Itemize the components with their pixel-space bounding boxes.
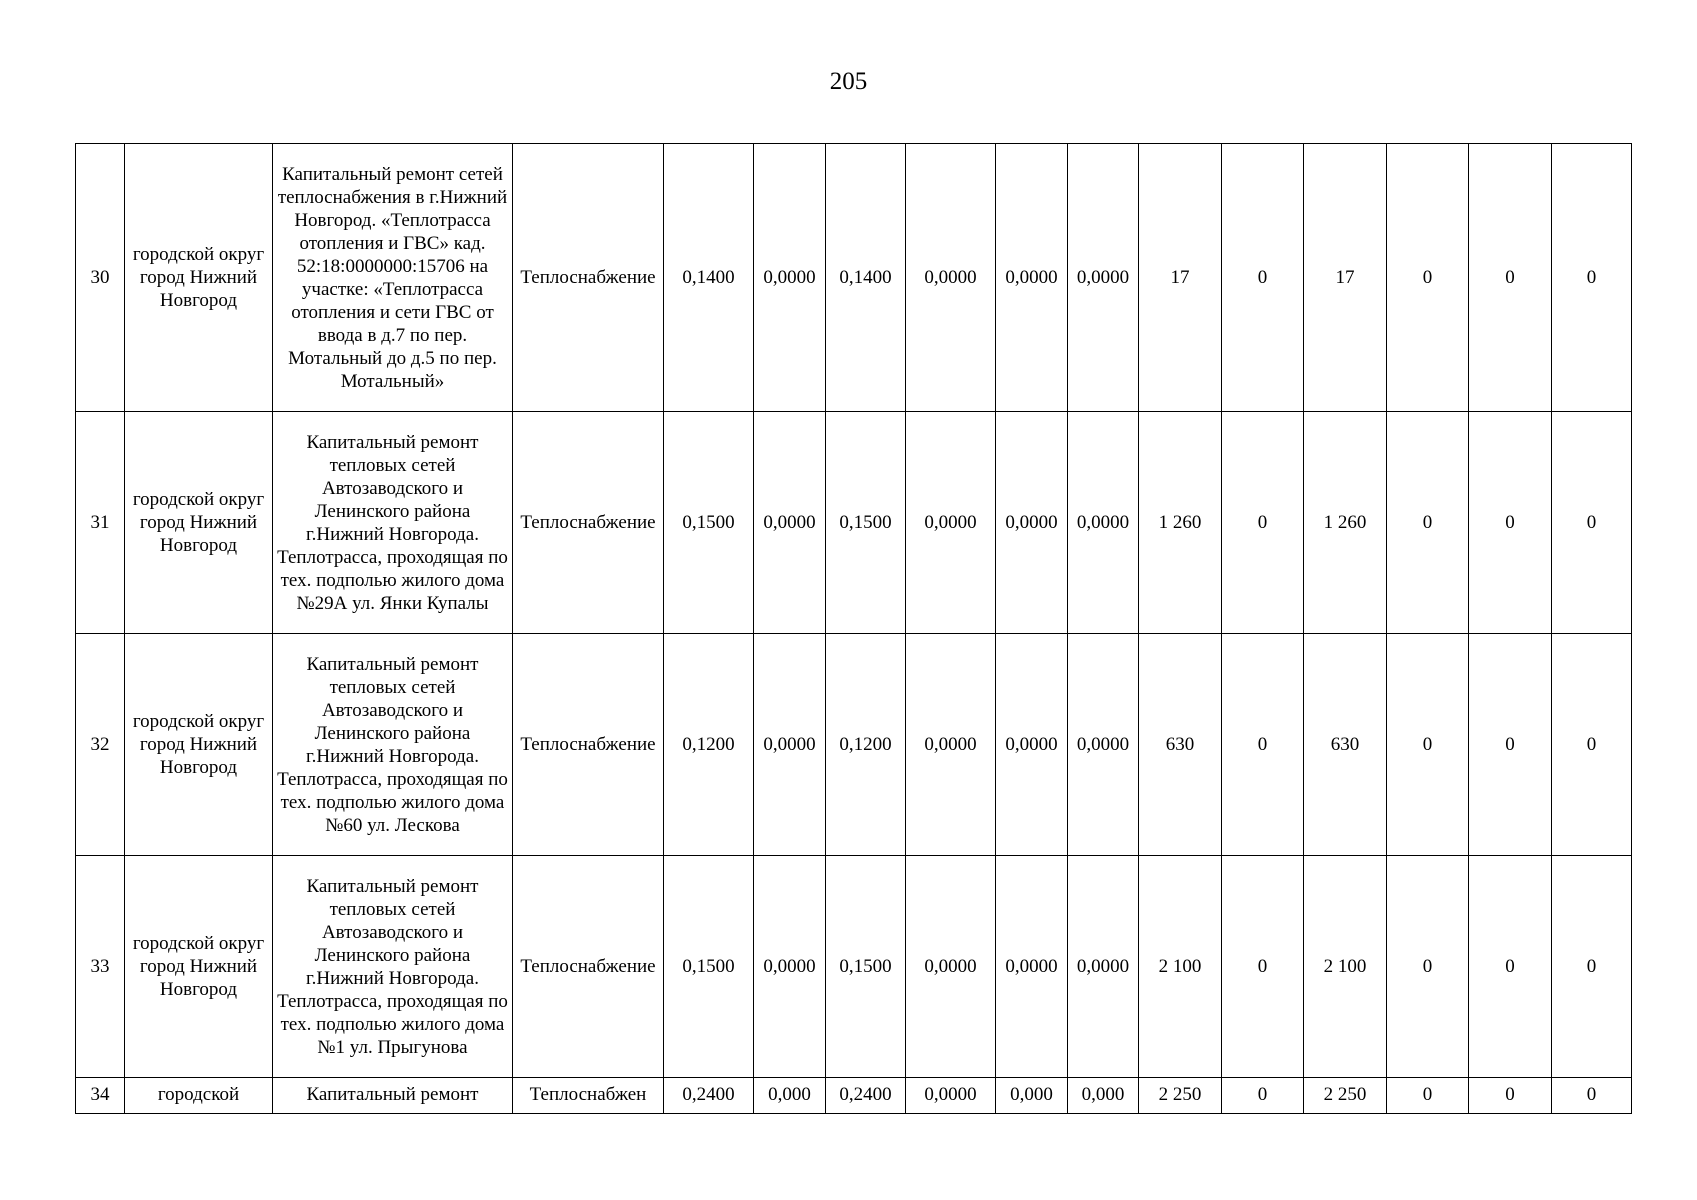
value-cell — [754, 412, 826, 634]
type-text: Теплоснабжение — [520, 956, 656, 977]
value-cell — [996, 412, 1068, 634]
value-cell: 0,0000 — [906, 856, 996, 1078]
value-text: 0,0000 — [1076, 267, 1130, 288]
value-cell: 1 260 — [1139, 412, 1222, 634]
value-cell: 0,2400 — [664, 1078, 754, 1114]
value-cell: 0 — [1552, 144, 1632, 412]
type-cell — [513, 856, 664, 1078]
value-text: 0,0000 — [763, 267, 816, 288]
table-row — [76, 1078, 1632, 1114]
type-text: Теплоснабжение — [520, 734, 656, 755]
value-cell: 0 — [1387, 634, 1469, 856]
value-cell — [754, 634, 826, 856]
value-cell: 0,1200 — [664, 634, 754, 856]
value-cell — [754, 856, 826, 1078]
value-text: 0,0000 — [763, 734, 816, 755]
value-text: 0,0000 — [1005, 512, 1058, 533]
value-cell: 0 — [1552, 412, 1632, 634]
value-cell — [1068, 144, 1139, 412]
value-cell: 0,0000 — [906, 144, 996, 412]
value-cell: 0 — [1469, 412, 1552, 634]
value-cell: 0,000 — [1068, 1078, 1139, 1114]
value-cell — [1068, 412, 1139, 634]
value-cell: 0 — [1222, 1078, 1304, 1114]
value-cell: 0,1400 — [826, 144, 906, 412]
value-cell: 0 — [1469, 634, 1552, 856]
table-row — [76, 144, 1632, 412]
table-row — [76, 634, 1632, 856]
value-cell: 0 — [1469, 144, 1552, 412]
value-cell: 0,1500 — [664, 412, 754, 634]
value-cell: 630 — [1139, 634, 1222, 856]
object-cell: Капитальный ремонт тепловых сетей Автозаводского и Ленинского района г.Нижний Новгорода. Теплотрасса, проходящая по тех. подполью жилого дома №1 ул. Прыгунова — [273, 856, 513, 1078]
row-number: 34 — [76, 1078, 125, 1114]
value-cell: 0,1500 — [826, 412, 906, 634]
territory-cell: городской округ город Нижний Новгород — [125, 412, 273, 634]
value-text: 0,0000 — [763, 956, 816, 977]
value-cell: 0,000 — [996, 1078, 1068, 1114]
value-cell — [996, 144, 1068, 412]
type-text: Теплоснабжение — [520, 512, 656, 533]
row-number: 31 — [76, 412, 125, 634]
value-cell: 17 — [1304, 144, 1387, 412]
value-cell: 0,0000 — [906, 634, 996, 856]
value-cell: 17 — [1139, 144, 1222, 412]
value-text: 0,0000 — [1005, 734, 1058, 755]
value-cell — [996, 856, 1068, 1078]
table-row — [76, 412, 1632, 634]
value-cell: 1 260 — [1304, 412, 1387, 634]
value-cell: 0 — [1222, 634, 1304, 856]
value-cell: 0,000 — [754, 1078, 826, 1114]
value-cell — [1068, 634, 1139, 856]
object-cell: Капитальный ремонт тепловых сетей Автозаводского и Ленинского района г.Нижний Новгорода. Теплотрасса, проходящая по тех. подполью жилого дома №60 ул. Лескова — [273, 634, 513, 856]
territory-cell: городской — [125, 1078, 273, 1114]
value-cell: 2 100 — [1304, 856, 1387, 1078]
object-cell: Капитальный ремонт тепловых сетей Автозаводского и Ленинского района г.Нижний Новгорода. Теплотрасса, проходящая по тех. подполью жилого дома №29А ул. Янки Купалы — [273, 412, 513, 634]
value-text: 0,0000 — [1005, 267, 1058, 288]
value-cell: 0 — [1387, 144, 1469, 412]
value-cell: 0,0000 — [906, 1078, 996, 1114]
value-cell: 0 — [1552, 856, 1632, 1078]
object-cell: Капитальный ремонт — [273, 1078, 513, 1114]
type-text: Теплоснабжение — [520, 267, 656, 288]
value-cell: 0,1200 — [826, 634, 906, 856]
value-cell: 0,1500 — [664, 856, 754, 1078]
value-cell: 630 — [1304, 634, 1387, 856]
value-text: 0,0000 — [1076, 734, 1130, 755]
value-cell — [754, 144, 826, 412]
value-cell: 0 — [1222, 412, 1304, 634]
value-cell: 0 — [1387, 856, 1469, 1078]
territory-cell: городской округ город Нижний Новгород — [125, 634, 273, 856]
row-number: 33 — [76, 856, 125, 1078]
row-number: 32 — [76, 634, 125, 856]
value-cell: 0,2400 — [826, 1078, 906, 1114]
value-cell: 0 — [1469, 1078, 1552, 1114]
value-cell: 2 250 — [1304, 1078, 1387, 1114]
territory-cell: городской округ город Нижний Новгород — [125, 856, 273, 1078]
value-text: 0,0000 — [1076, 956, 1130, 977]
value-text: 0,0000 — [763, 512, 816, 533]
value-cell: 0,1400 — [664, 144, 754, 412]
value-cell — [996, 634, 1068, 856]
type-cell — [513, 144, 664, 412]
type-cell: Теплоснабжен — [513, 1078, 664, 1114]
value-cell: 0 — [1552, 1078, 1632, 1114]
value-cell: 2 100 — [1139, 856, 1222, 1078]
value-cell: 2 250 — [1139, 1078, 1222, 1114]
page-number: 205 — [829, 68, 868, 95]
table-row — [76, 856, 1632, 1078]
value-cell: 0,0000 — [906, 412, 996, 634]
territory-cell: городской округ город Нижний Новгород — [125, 144, 273, 412]
type-cell — [513, 634, 664, 856]
row-number: 30 — [76, 144, 125, 412]
data-table — [75, 143, 1632, 1114]
value-cell: 0 — [1552, 634, 1632, 856]
value-cell: 0 — [1387, 412, 1469, 634]
value-cell: 0 — [1222, 856, 1304, 1078]
value-cell: 0 — [1222, 144, 1304, 412]
value-cell — [1068, 856, 1139, 1078]
object-cell: Капитальный ремонт сетей теплоснабжения в г.Нижний Новгород. «Теплотрасса отопления и ГВС» кад. 52:18:0000000:15706 на участке: «Теплотрасса отопления и сети ГВС от ввода в д.7 по пер. Мотальный до д.5 по пер. Мотальный» — [273, 144, 513, 412]
type-cell — [513, 412, 664, 634]
value-text: 0,0000 — [1005, 956, 1058, 977]
value-cell: 0,1500 — [826, 856, 906, 1078]
value-cell: 0 — [1387, 1078, 1469, 1114]
value-text: 0,0000 — [1076, 512, 1130, 533]
value-cell: 0 — [1469, 856, 1552, 1078]
